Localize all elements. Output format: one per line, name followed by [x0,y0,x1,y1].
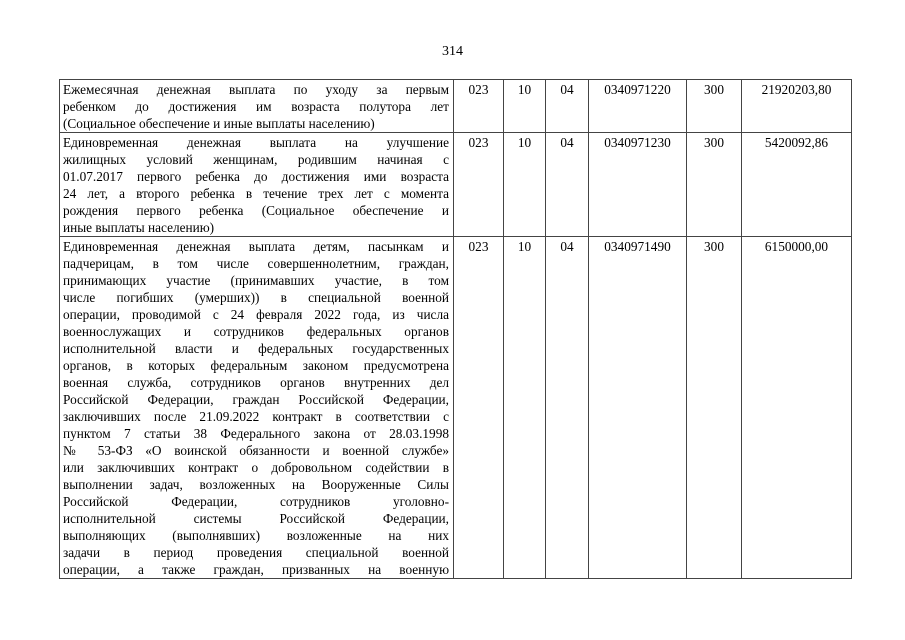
table-row [60,237,852,579]
subsection-code-cell: 04 [546,80,589,133]
description-line: Российской Федерации, сотрудников уголовно- [63,494,449,509]
subsection-code-cell: 04 [546,133,589,237]
target-article-code-cell: 0340971490 [589,237,687,579]
budget-table [59,79,852,579]
description-line: исполнительной власти и федеральных государственных [63,341,449,356]
gr-code-cell: 023 [454,80,504,133]
description-line: военнослужащих и сотрудников федеральных органов [63,324,449,339]
description-line: выполнении задач, возложенных на Вооруженные Силы [63,477,449,492]
page-number: 314 [442,44,463,59]
section-code-cell: 10 [504,237,546,579]
description-line: Единовременная денежная выплата детям, пасынкам и [63,239,449,254]
description-line: военная служба, сотрудников органов внутренних дел [63,375,449,390]
description-line: Российской Федерации, граждан Российской Федерации, [63,392,449,407]
description-line: исполнительной системы Российской Федерации, [63,511,449,526]
expense-type-code-cell: 300 [687,80,742,133]
description-line: 01.07.2017 первого ребенка до достижения ими возраста [63,169,449,184]
subsection-code-cell: 04 [546,237,589,579]
description-line: падчерицам, в том числе совершеннолетним, граждан, [63,256,449,271]
description-line: Единовременная денежная выплата на улучшение [63,135,449,150]
description-line: принимающих участие (принимавших участие, в том [63,273,449,288]
table-row [60,133,852,237]
description-line: заключивших после 21.09.2022 контракт в соответствии с [63,409,449,424]
description-line: выполняющих (выполнявших) возложенные на них [63,528,449,543]
description-line: операции, проводимой с 24 февраля 2022 года, из числа [63,307,449,322]
gr-code-cell: 023 [454,237,504,579]
description-line: числе погибших (умерших)) в специальной военной [63,290,449,305]
amount-cell: 5420092,86 [742,133,852,237]
description-line: 24 лет, а второго ребенка в течение трех лет с момента [63,186,449,201]
target-article-code-cell: 0340971230 [589,133,687,237]
description-line: (Социальное обеспечение и иные выплаты населению) [63,116,375,131]
description-line: Ежемесячная денежная выплата по уходу за первым [63,82,449,97]
expense-type-code-cell: 300 [687,237,742,579]
description-line: органов, в которых федеральным законом предусмотрена [63,358,449,373]
gr-code-cell: 023 [454,133,504,237]
description-line: или заключивших контракт о добровольном содействии в [63,460,449,475]
description-line: рождения первого ребенка (Социальное обеспечение и [63,203,449,218]
description-line: № 53-ФЗ «О воинской обязанности и военной службе» [63,443,449,458]
amount-cell: 21920203,80 [742,80,852,133]
expense-type-code-cell: 300 [687,133,742,237]
table-row [60,80,852,133]
section-code-cell: 10 [504,80,546,133]
section-code-cell: 10 [504,133,546,237]
target-article-code-cell: 0340971220 [589,80,687,133]
description-line: пунктом 7 статьи 38 Федерального закона от 28.03.1998 [63,426,449,441]
amount-cell: 6150000,00 [742,237,852,579]
description-line: задачи в период проведения специальной военной [63,545,449,560]
description-line: ребенком до достижения им возраста полутора лет [63,99,449,114]
description-line: жилищных условий женщинам, родившим начиная с [63,152,449,167]
description-cell [60,237,454,579]
description-line: иные выплаты населению) [63,220,215,235]
description-line: операции, а также граждан, призванных на военную [63,562,449,577]
description-cell [60,80,454,133]
description-cell [60,133,454,237]
